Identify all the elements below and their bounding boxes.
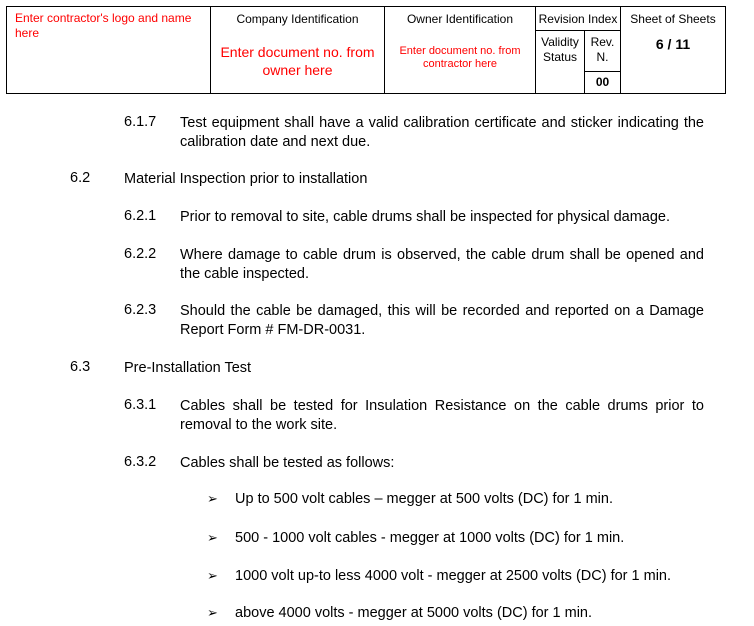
contractor-logo-cell: [7, 7, 211, 94]
section-number: 6.2.2: [124, 246, 157, 262]
section-number: 6.2: [70, 170, 91, 186]
owner-id-label: Owner Identification: [406, 12, 514, 26]
rev-value-cell: [585, 72, 621, 94]
section-text: Cables shall be tested for Insulation Resistance on the cable drums prior to removal to the work site.: [180, 398, 704, 433]
rev-number-cell: [585, 31, 621, 72]
section-number: 6.3.2: [124, 454, 157, 470]
section-number: 6.2.1: [124, 208, 157, 224]
section-number: 6.3.1: [124, 397, 157, 413]
company-id-label: Company Identification: [236, 12, 359, 26]
section-number: 6.2.3: [124, 302, 157, 318]
validity-status-label: Validity Status: [541, 35, 579, 64]
sheet-value: 6 / 11: [655, 36, 691, 52]
validity-status-cell: [536, 31, 585, 94]
section-text: Prior to removal to site, cable drums shall be inspected for physical damage.: [180, 209, 671, 225]
sheet-cell: [621, 7, 726, 94]
section-text: Where damage to cable drum is observed, the cable drum shall be opened and the cable inspected.: [180, 247, 704, 282]
section-heading: Pre-Installation Test: [124, 360, 252, 376]
section-number: 6.1.7: [124, 114, 157, 130]
revision-index-cell: [536, 7, 621, 31]
section-text: Cables shall be tested as follows:: [180, 455, 395, 471]
section-text: Test equipment shall have a valid calibration certificate and sticker indicating the calibration date and next due.: [180, 115, 704, 150]
bullet-item: 500 - 1000 volt cables - megger at 1000 volts (DC) for 1 min.: [235, 530, 625, 546]
arrow-bullet-icon: ➢: [207, 491, 218, 506]
bullet-item: Up to 500 volt cables – megger at 500 volts (DC) for 1 min.: [235, 491, 613, 507]
section-text: Should the cable be damaged, this will be recorded and reported on a Damage Report Form # FM-DR-0031.: [180, 303, 704, 338]
bullet-item: 1000 volt up-to less 4000 volt - megger at 2500 volts (DC) for 1 min.: [235, 568, 672, 584]
company-identification-cell: [211, 7, 385, 94]
arrow-bullet-icon: ➢: [207, 605, 218, 620]
section-number: 6.3: [70, 359, 91, 375]
revision-index-label: Revision Index: [538, 12, 618, 26]
owner-doc-placeholder: Enter document no. from contractor here: [399, 45, 521, 70]
contractor-logo-placeholder: Enter contractor's logo and name here: [15, 11, 192, 40]
arrow-bullet-icon: ➢: [207, 568, 218, 583]
rev-label: Rev. N.: [590, 35, 615, 64]
owner-identification-cell: [385, 7, 536, 94]
arrow-bullet-icon: ➢: [207, 530, 218, 545]
company-doc-placeholder: Enter document no. from owner here: [220, 44, 375, 78]
sheet-label: Sheet of Sheets: [630, 12, 716, 26]
document-header-table: [6, 6, 726, 94]
rev-value: 00: [595, 75, 610, 89]
section-heading: Material Inspection prior to installation: [124, 171, 368, 187]
bullet-item: above 4000 volts - megger at 5000 volts (DC) for 1 min.: [235, 605, 593, 621]
